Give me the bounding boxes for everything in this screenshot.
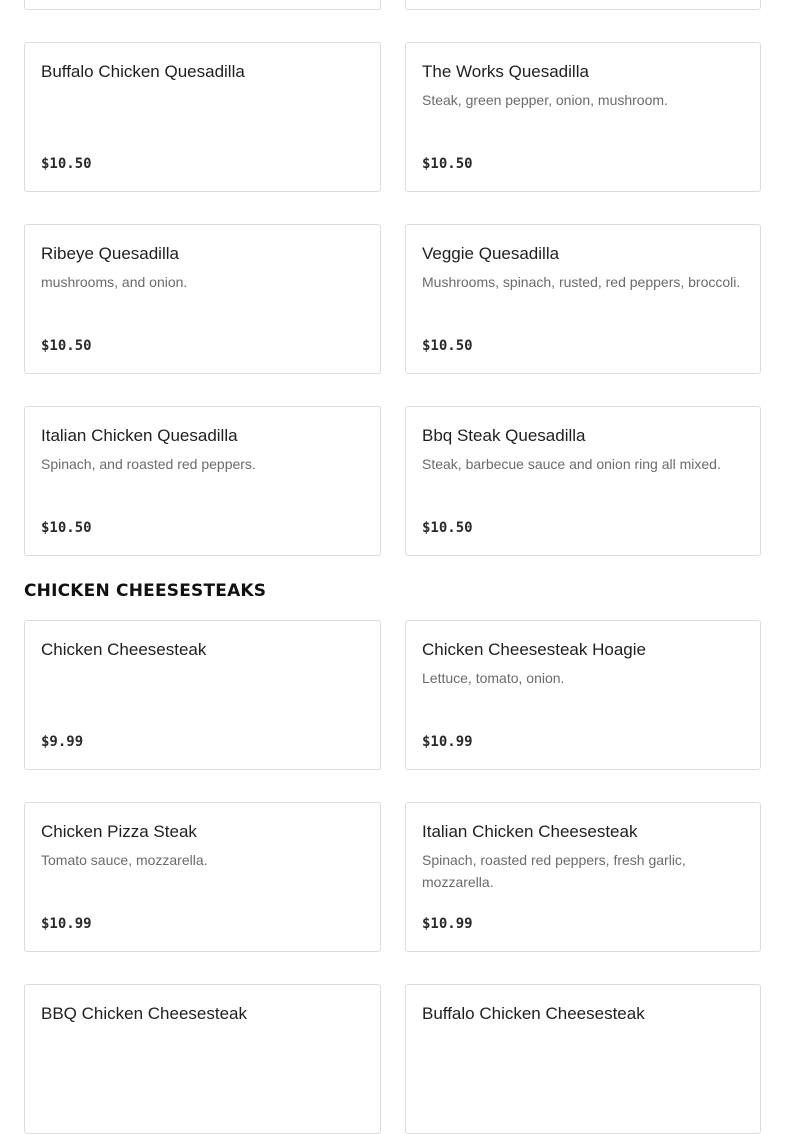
menu-item-description: Tomato sauce, mozzarella. xyxy=(41,852,208,868)
menu-item-name: Chicken Pizza Steak xyxy=(41,822,197,841)
menu-item-price: $9.99 xyxy=(41,734,84,750)
menu-item-name: The Works Quesadilla xyxy=(422,62,589,81)
menu-item-description: Lettuce, tomato, onion. xyxy=(422,670,565,686)
menu-item-card[interactable] xyxy=(405,620,761,770)
menu-item-name: BBQ Chicken Cheesesteak xyxy=(41,1004,247,1023)
menu-item-name: Bbq Steak Quesadilla xyxy=(422,426,586,445)
menu-item-card[interactable] xyxy=(24,42,381,192)
menu-item-description: Steak, green pepper, onion, mushroom. xyxy=(422,92,668,108)
menu-item-card[interactable] xyxy=(405,984,761,1134)
menu-item-name: Italian Chicken Quesadilla xyxy=(41,426,238,445)
menu-item-price: $10.99 xyxy=(41,916,92,932)
menu-item-name: Veggie Quesadilla xyxy=(422,244,560,263)
menu-item-price: $10.99 xyxy=(422,916,473,932)
menu-item-description: mushrooms, and onion. xyxy=(41,274,188,290)
menu-item-description: Spinach, and roasted red peppers. xyxy=(41,456,256,472)
menu-item-card[interactable] xyxy=(24,224,381,374)
menu-item-card[interactable] xyxy=(405,406,761,556)
menu-item-price: $10.50 xyxy=(422,338,473,354)
menu-item-name: Buffalo Chicken Cheesesteak xyxy=(422,1004,645,1023)
menu-item-card-partial[interactable] xyxy=(405,0,761,10)
menu-item-price: $10.99 xyxy=(422,734,473,750)
menu-item-name: Chicken Cheesesteak Hoagie xyxy=(422,640,646,659)
menu-item-name: Italian Chicken Cheesesteak xyxy=(422,822,638,841)
menu-item-price: $10.50 xyxy=(41,520,92,536)
menu-item-description: Steak, barbecue sauce and onion ring all mixed. xyxy=(422,456,721,472)
menu-item-card[interactable] xyxy=(24,984,381,1134)
menu-item-price: $10.50 xyxy=(41,156,92,172)
menu-item-card-partial[interactable] xyxy=(24,0,381,10)
menu-item-description: Spinach, roasted red peppers, fresh garlic, mozzarella. xyxy=(422,852,686,890)
section-title: CHICKEN CHEESESTEAKS xyxy=(24,581,267,601)
menu-item-card[interactable] xyxy=(24,802,381,952)
menu-item-card[interactable] xyxy=(24,620,381,770)
menu-item-name: Buffalo Chicken Quesadilla xyxy=(41,62,245,81)
menu-item-name: Ribeye Quesadilla xyxy=(41,244,179,263)
menu-item-description: Mushrooms, spinach, rusted, red peppers, broccoli. xyxy=(422,274,741,290)
menu-item-price: $10.50 xyxy=(41,338,92,354)
menu-item-price: $10.50 xyxy=(422,520,473,536)
menu-item-price: $10.50 xyxy=(422,156,473,172)
menu-item-card[interactable] xyxy=(405,42,761,192)
menu-item-name: Chicken Cheesesteak xyxy=(41,640,207,659)
menu-item-card[interactable] xyxy=(405,224,761,374)
menu-item-card[interactable] xyxy=(24,406,381,556)
menu-item-card[interactable] xyxy=(405,802,761,952)
